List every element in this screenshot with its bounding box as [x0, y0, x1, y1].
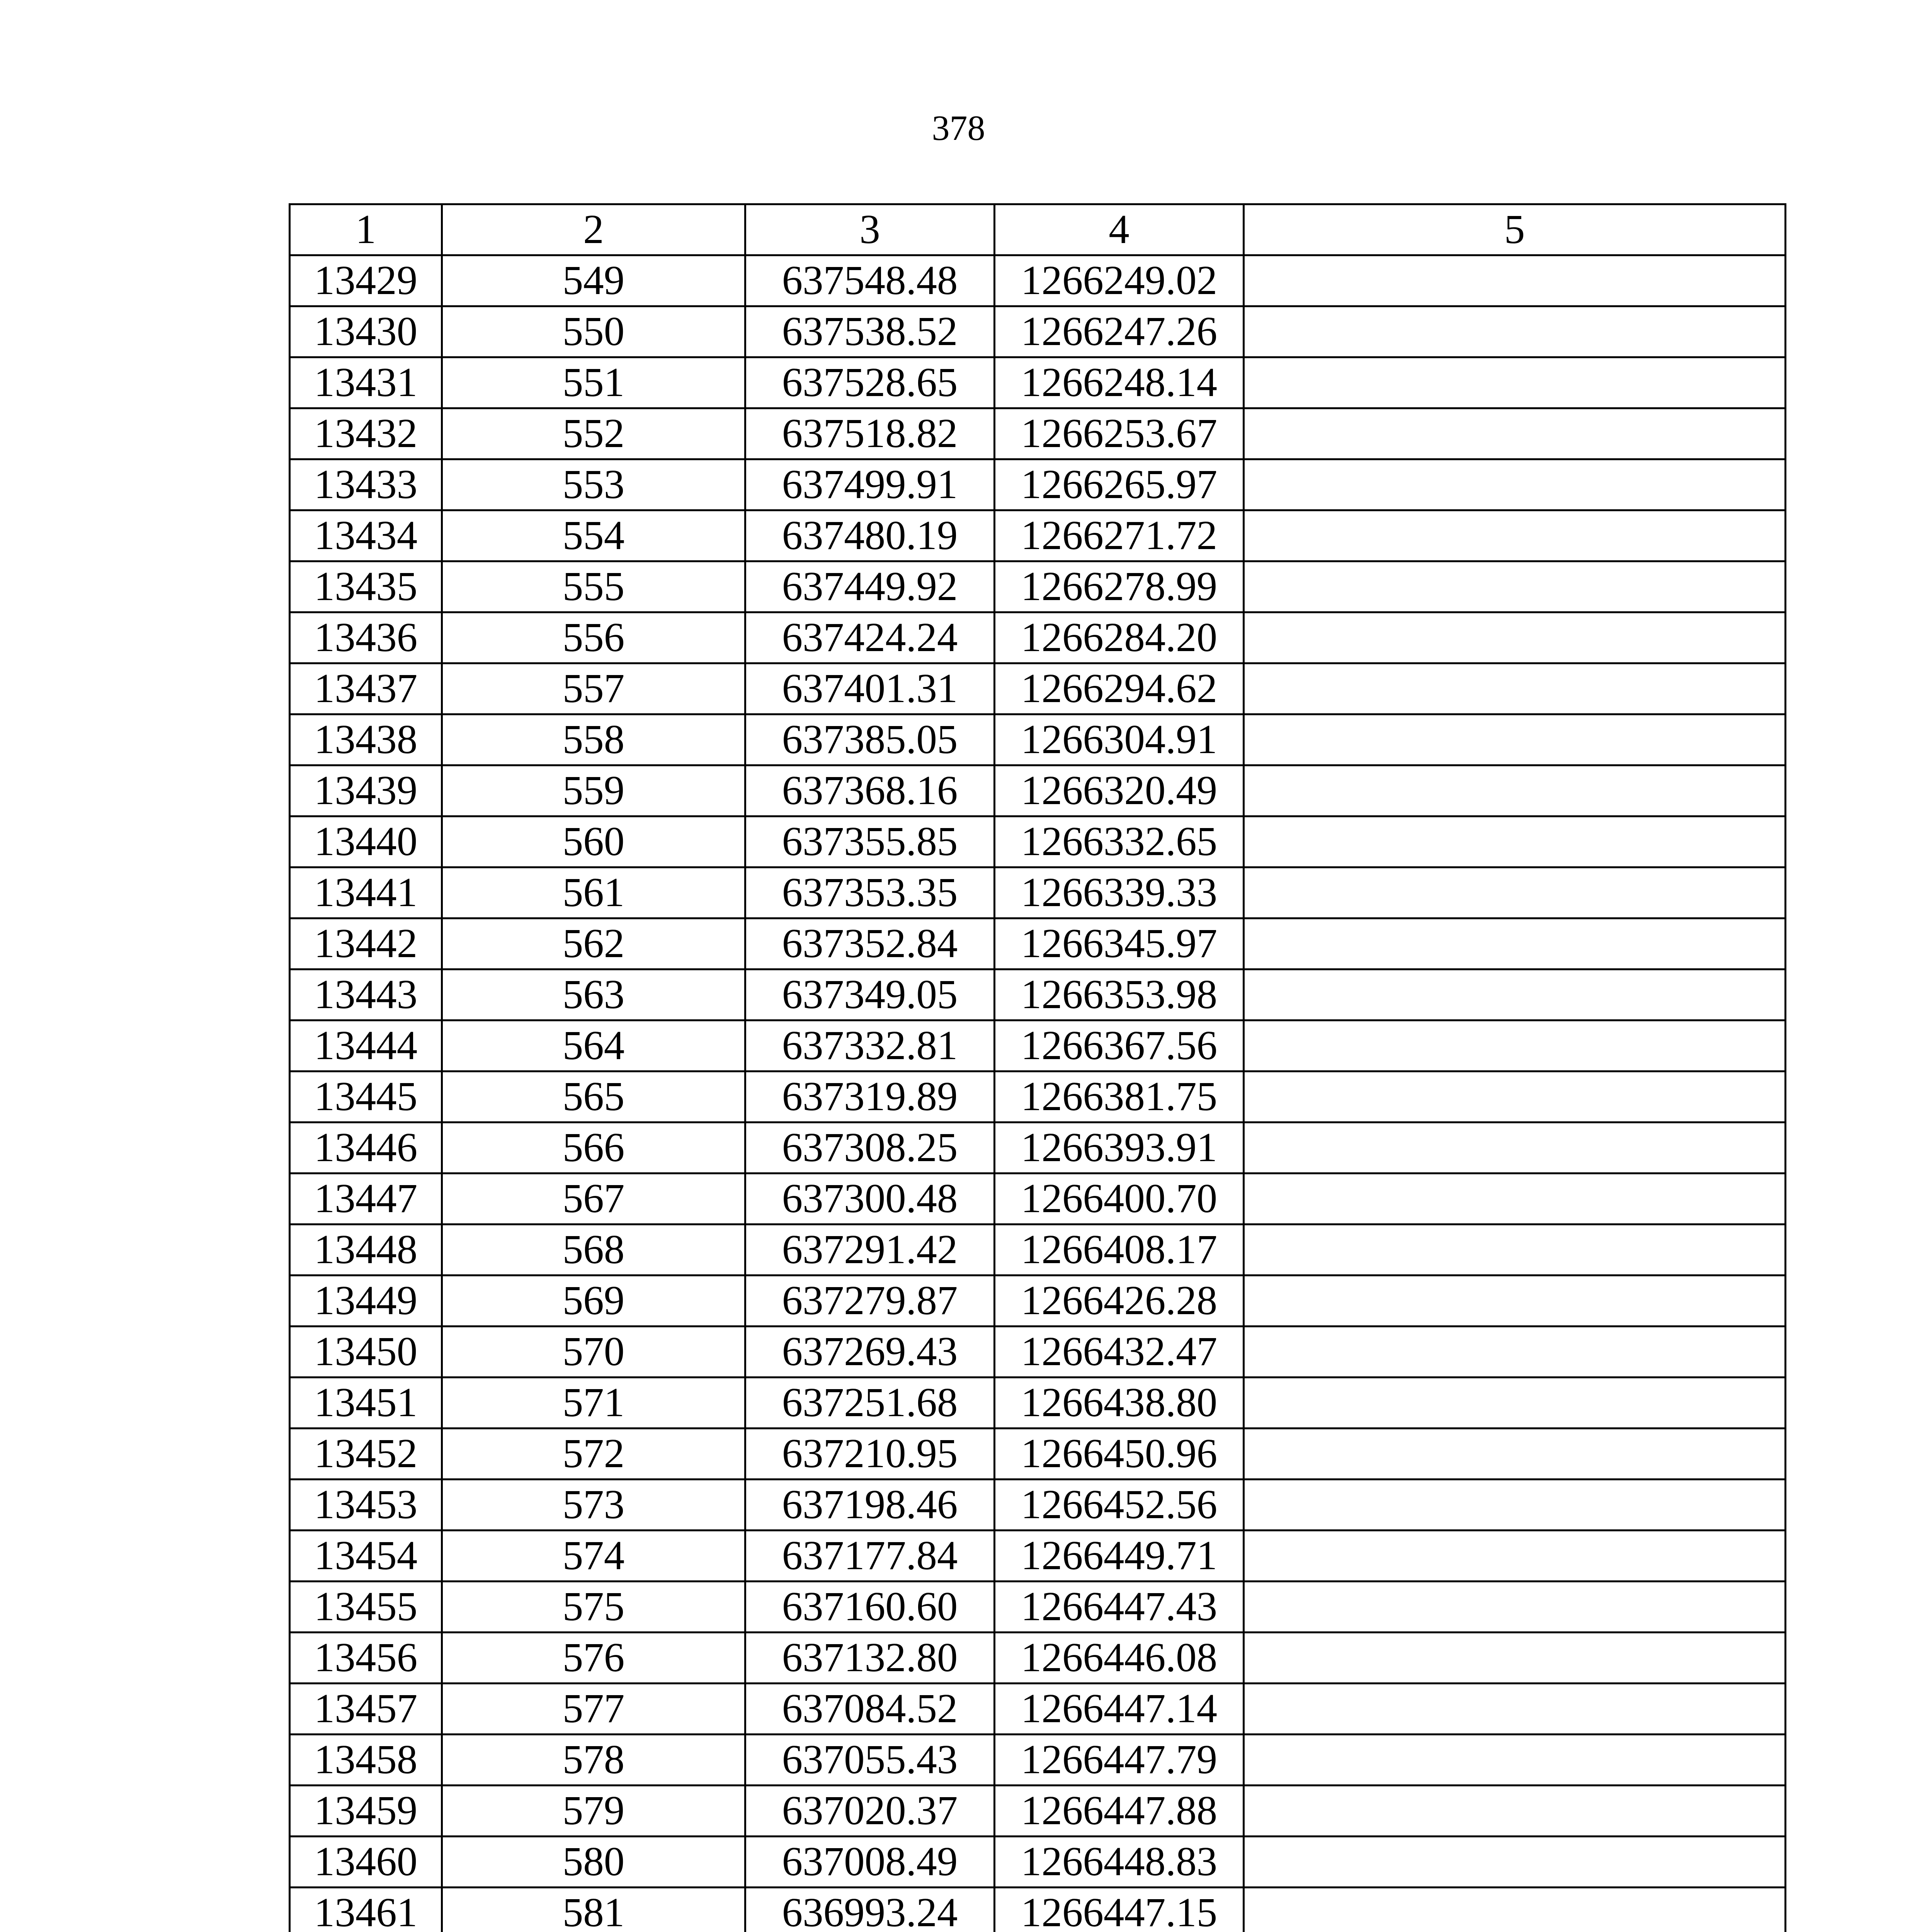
point-number-cell: 13457: [290, 1684, 442, 1735]
vertex-number-cell: 579: [442, 1786, 745, 1837]
point-number-cell: 13453: [290, 1480, 442, 1531]
note-cell: [1244, 1327, 1786, 1378]
table-row: [290, 459, 1786, 510]
table-row: [290, 1633, 1786, 1684]
table-row: [290, 1173, 1786, 1225]
table-row: [290, 918, 1786, 969]
x-coordinate-cell: 637020.37: [745, 1786, 995, 1837]
table-body: [290, 255, 1786, 1932]
note-cell: [1244, 612, 1786, 663]
vertex-number-cell: 571: [442, 1378, 745, 1429]
header-cell-5: 5: [1244, 204, 1786, 255]
x-coordinate-cell: 637319.89: [745, 1071, 995, 1122]
vertex-number-cell: 580: [442, 1837, 745, 1888]
note-cell: [1244, 1429, 1786, 1480]
note-cell: [1244, 255, 1786, 306]
point-number-cell: 13441: [290, 867, 442, 918]
point-number-cell: 13449: [290, 1276, 442, 1327]
x-coordinate-cell: 637055.43: [745, 1735, 995, 1786]
table-row: [290, 816, 1786, 867]
x-coordinate-cell: 637332.81: [745, 1020, 995, 1071]
point-number-cell: 13435: [290, 561, 442, 612]
point-number-cell: 13454: [290, 1531, 442, 1582]
note-cell: [1244, 1071, 1786, 1122]
vertex-number-cell: 549: [442, 255, 745, 306]
table-row: [290, 1327, 1786, 1378]
y-coordinate-cell: 1266400.70: [995, 1173, 1244, 1225]
y-coordinate-cell: 1266248.14: [995, 357, 1244, 408]
point-number-cell: 13451: [290, 1378, 442, 1429]
table-row: [290, 1276, 1786, 1327]
vertex-number-cell: 573: [442, 1480, 745, 1531]
point-number-cell: 13452: [290, 1429, 442, 1480]
vertex-number-cell: 552: [442, 408, 745, 459]
table-header: [290, 204, 1786, 255]
point-number-cell: 13443: [290, 969, 442, 1020]
header-row: [290, 204, 1786, 255]
table-row: [290, 357, 1786, 408]
vertex-number-cell: 553: [442, 459, 745, 510]
point-number-cell: 13430: [290, 306, 442, 357]
point-number-cell: 13459: [290, 1786, 442, 1837]
point-number-cell: 13429: [290, 255, 442, 306]
vertex-number-cell: 560: [442, 816, 745, 867]
table-row: [290, 1684, 1786, 1735]
vertex-number-cell: 558: [442, 714, 745, 765]
point-number-cell: 13436: [290, 612, 442, 663]
y-coordinate-cell: 1266367.56: [995, 1020, 1244, 1071]
point-number-cell: 13450: [290, 1327, 442, 1378]
y-coordinate-cell: 1266408.17: [995, 1225, 1244, 1276]
note-cell: [1244, 459, 1786, 510]
table-row: [290, 867, 1786, 918]
vertex-number-cell: 575: [442, 1582, 745, 1633]
note-cell: [1244, 816, 1786, 867]
vertex-number-cell: 578: [442, 1735, 745, 1786]
header-cell-3: 3: [745, 204, 995, 255]
table-row: [290, 714, 1786, 765]
vertex-number-cell: 572: [442, 1429, 745, 1480]
header-cell-2: 2: [442, 204, 745, 255]
x-coordinate-cell: 637084.52: [745, 1684, 995, 1735]
y-coordinate-cell: 1266426.28: [995, 1276, 1244, 1327]
y-coordinate-cell: 1266447.15: [995, 1888, 1244, 1932]
vertex-number-cell: 574: [442, 1531, 745, 1582]
note-cell: [1244, 1582, 1786, 1633]
coordinates-table: [289, 203, 1786, 1932]
table-row: [290, 510, 1786, 561]
note-cell: [1244, 1888, 1786, 1932]
x-coordinate-cell: 637424.24: [745, 612, 995, 663]
point-number-cell: 13438: [290, 714, 442, 765]
vertex-number-cell: 563: [442, 969, 745, 1020]
vertex-number-cell: 568: [442, 1225, 745, 1276]
point-number-cell: 13433: [290, 459, 442, 510]
note-cell: [1244, 1633, 1786, 1684]
y-coordinate-cell: 1266449.71: [995, 1531, 1244, 1582]
table-row: [290, 1429, 1786, 1480]
table-row: [290, 561, 1786, 612]
note-cell: [1244, 663, 1786, 714]
x-coordinate-cell: 636993.24: [745, 1888, 995, 1932]
vertex-number-cell: 551: [442, 357, 745, 408]
x-coordinate-cell: 637449.92: [745, 561, 995, 612]
table-row: [290, 1122, 1786, 1173]
y-coordinate-cell: 1266345.97: [995, 918, 1244, 969]
note-cell: [1244, 1531, 1786, 1582]
point-number-cell: 13439: [290, 765, 442, 816]
y-coordinate-cell: 1266271.72: [995, 510, 1244, 561]
y-coordinate-cell: 1266304.91: [995, 714, 1244, 765]
x-coordinate-cell: 637528.65: [745, 357, 995, 408]
y-coordinate-cell: 1266247.26: [995, 306, 1244, 357]
point-number-cell: 13447: [290, 1173, 442, 1225]
y-coordinate-cell: 1266447.88: [995, 1786, 1244, 1837]
x-coordinate-cell: 637300.48: [745, 1173, 995, 1225]
y-coordinate-cell: 1266447.14: [995, 1684, 1244, 1735]
y-coordinate-cell: 1266447.79: [995, 1735, 1244, 1786]
point-number-cell: 13460: [290, 1837, 442, 1888]
point-number-cell: 13448: [290, 1225, 442, 1276]
table-row: [290, 306, 1786, 357]
point-number-cell: 13432: [290, 408, 442, 459]
x-coordinate-cell: 637132.80: [745, 1633, 995, 1684]
table-row: [290, 663, 1786, 714]
vertex-number-cell: 556: [442, 612, 745, 663]
x-coordinate-cell: 637349.05: [745, 969, 995, 1020]
note-cell: [1244, 1173, 1786, 1225]
y-coordinate-cell: 1266253.67: [995, 408, 1244, 459]
y-coordinate-cell: 1266447.43: [995, 1582, 1244, 1633]
y-coordinate-cell: 1266249.02: [995, 255, 1244, 306]
x-coordinate-cell: 637308.25: [745, 1122, 995, 1173]
note-cell: [1244, 969, 1786, 1020]
note-cell: [1244, 1225, 1786, 1276]
x-coordinate-cell: 637160.60: [745, 1582, 995, 1633]
table-row: [290, 765, 1786, 816]
table-row: [290, 255, 1786, 306]
x-coordinate-cell: 637008.49: [745, 1837, 995, 1888]
y-coordinate-cell: 1266265.97: [995, 459, 1244, 510]
vertex-number-cell: 570: [442, 1327, 745, 1378]
table-row: [290, 1480, 1786, 1531]
x-coordinate-cell: 637353.35: [745, 867, 995, 918]
table-row: [290, 1837, 1786, 1888]
table-row: [290, 408, 1786, 459]
table-row: [290, 1786, 1786, 1837]
y-coordinate-cell: 1266452.56: [995, 1480, 1244, 1531]
y-coordinate-cell: 1266381.75: [995, 1071, 1244, 1122]
table-row: [290, 1888, 1786, 1932]
y-coordinate-cell: 1266353.98: [995, 969, 1244, 1020]
x-coordinate-cell: 637198.46: [745, 1480, 995, 1531]
y-coordinate-cell: 1266448.83: [995, 1837, 1244, 1888]
table-row: [290, 1531, 1786, 1582]
note-cell: [1244, 1786, 1786, 1837]
x-coordinate-cell: 637518.82: [745, 408, 995, 459]
header-cell-4: 4: [995, 204, 1244, 255]
point-number-cell: 13446: [290, 1122, 442, 1173]
vertex-number-cell: 561: [442, 867, 745, 918]
x-coordinate-cell: 637401.31: [745, 663, 995, 714]
note-cell: [1244, 765, 1786, 816]
x-coordinate-cell: 637352.84: [745, 918, 995, 969]
note-cell: [1244, 1122, 1786, 1173]
vertex-number-cell: 562: [442, 918, 745, 969]
y-coordinate-cell: 1266284.20: [995, 612, 1244, 663]
note-cell: [1244, 714, 1786, 765]
vertex-number-cell: 565: [442, 1071, 745, 1122]
x-coordinate-cell: 637385.05: [745, 714, 995, 765]
vertex-number-cell: 559: [442, 765, 745, 816]
table-row: [290, 1582, 1786, 1633]
x-coordinate-cell: 637269.43: [745, 1327, 995, 1378]
table-row: [290, 1735, 1786, 1786]
table-row: [290, 1071, 1786, 1122]
note-cell: [1244, 918, 1786, 969]
note-cell: [1244, 1735, 1786, 1786]
page-number: 378: [932, 108, 985, 148]
table-row: [290, 1020, 1786, 1071]
vertex-number-cell: 577: [442, 1684, 745, 1735]
note-cell: [1244, 408, 1786, 459]
vertex-number-cell: 550: [442, 306, 745, 357]
y-coordinate-cell: 1266450.96: [995, 1429, 1244, 1480]
point-number-cell: 13437: [290, 663, 442, 714]
note-cell: [1244, 1837, 1786, 1888]
note-cell: [1244, 1276, 1786, 1327]
vertex-number-cell: 576: [442, 1633, 745, 1684]
y-coordinate-cell: 1266294.62: [995, 663, 1244, 714]
table-row: [290, 612, 1786, 663]
x-coordinate-cell: 637291.42: [745, 1225, 995, 1276]
point-number-cell: 13444: [290, 1020, 442, 1071]
table-row: [290, 969, 1786, 1020]
note-cell: [1244, 1480, 1786, 1531]
point-number-cell: 13455: [290, 1582, 442, 1633]
vertex-number-cell: 569: [442, 1276, 745, 1327]
point-number-cell: 13458: [290, 1735, 442, 1786]
note-cell: [1244, 1684, 1786, 1735]
x-coordinate-cell: 637538.52: [745, 306, 995, 357]
point-number-cell: 13442: [290, 918, 442, 969]
y-coordinate-cell: 1266438.80: [995, 1378, 1244, 1429]
point-number-cell: 13461: [290, 1888, 442, 1932]
vertex-number-cell: 566: [442, 1122, 745, 1173]
y-coordinate-cell: 1266278.99: [995, 561, 1244, 612]
note-cell: [1244, 561, 1786, 612]
x-coordinate-cell: 637210.95: [745, 1429, 995, 1480]
point-number-cell: 13440: [290, 816, 442, 867]
y-coordinate-cell: 1266393.91: [995, 1122, 1244, 1173]
y-coordinate-cell: 1266332.65: [995, 816, 1244, 867]
vertex-number-cell: 581: [442, 1888, 745, 1932]
point-number-cell: 13434: [290, 510, 442, 561]
x-coordinate-cell: 637499.91: [745, 459, 995, 510]
note-cell: [1244, 306, 1786, 357]
point-number-cell: 13431: [290, 357, 442, 408]
x-coordinate-cell: 637251.68: [745, 1378, 995, 1429]
point-number-cell: 13445: [290, 1071, 442, 1122]
y-coordinate-cell: 1266339.33: [995, 867, 1244, 918]
y-coordinate-cell: 1266320.49: [995, 765, 1244, 816]
x-coordinate-cell: 637480.19: [745, 510, 995, 561]
x-coordinate-cell: 637548.48: [745, 255, 995, 306]
point-number-cell: 13456: [290, 1633, 442, 1684]
table-row: [290, 1378, 1786, 1429]
note-cell: [1244, 510, 1786, 561]
note-cell: [1244, 357, 1786, 408]
x-coordinate-cell: 637177.84: [745, 1531, 995, 1582]
note-cell: [1244, 867, 1786, 918]
y-coordinate-cell: 1266446.08: [995, 1633, 1244, 1684]
x-coordinate-cell: 637368.16: [745, 765, 995, 816]
x-coordinate-cell: 637279.87: [745, 1276, 995, 1327]
header-cell-1: 1: [290, 204, 442, 255]
vertex-number-cell: 557: [442, 663, 745, 714]
y-coordinate-cell: 1266432.47: [995, 1327, 1244, 1378]
table-row: [290, 1225, 1786, 1276]
note-cell: [1244, 1378, 1786, 1429]
vertex-number-cell: 564: [442, 1020, 745, 1071]
x-coordinate-cell: 637355.85: [745, 816, 995, 867]
vertex-number-cell: 554: [442, 510, 745, 561]
note-cell: [1244, 1020, 1786, 1071]
vertex-number-cell: 555: [442, 561, 745, 612]
vertex-number-cell: 567: [442, 1173, 745, 1225]
